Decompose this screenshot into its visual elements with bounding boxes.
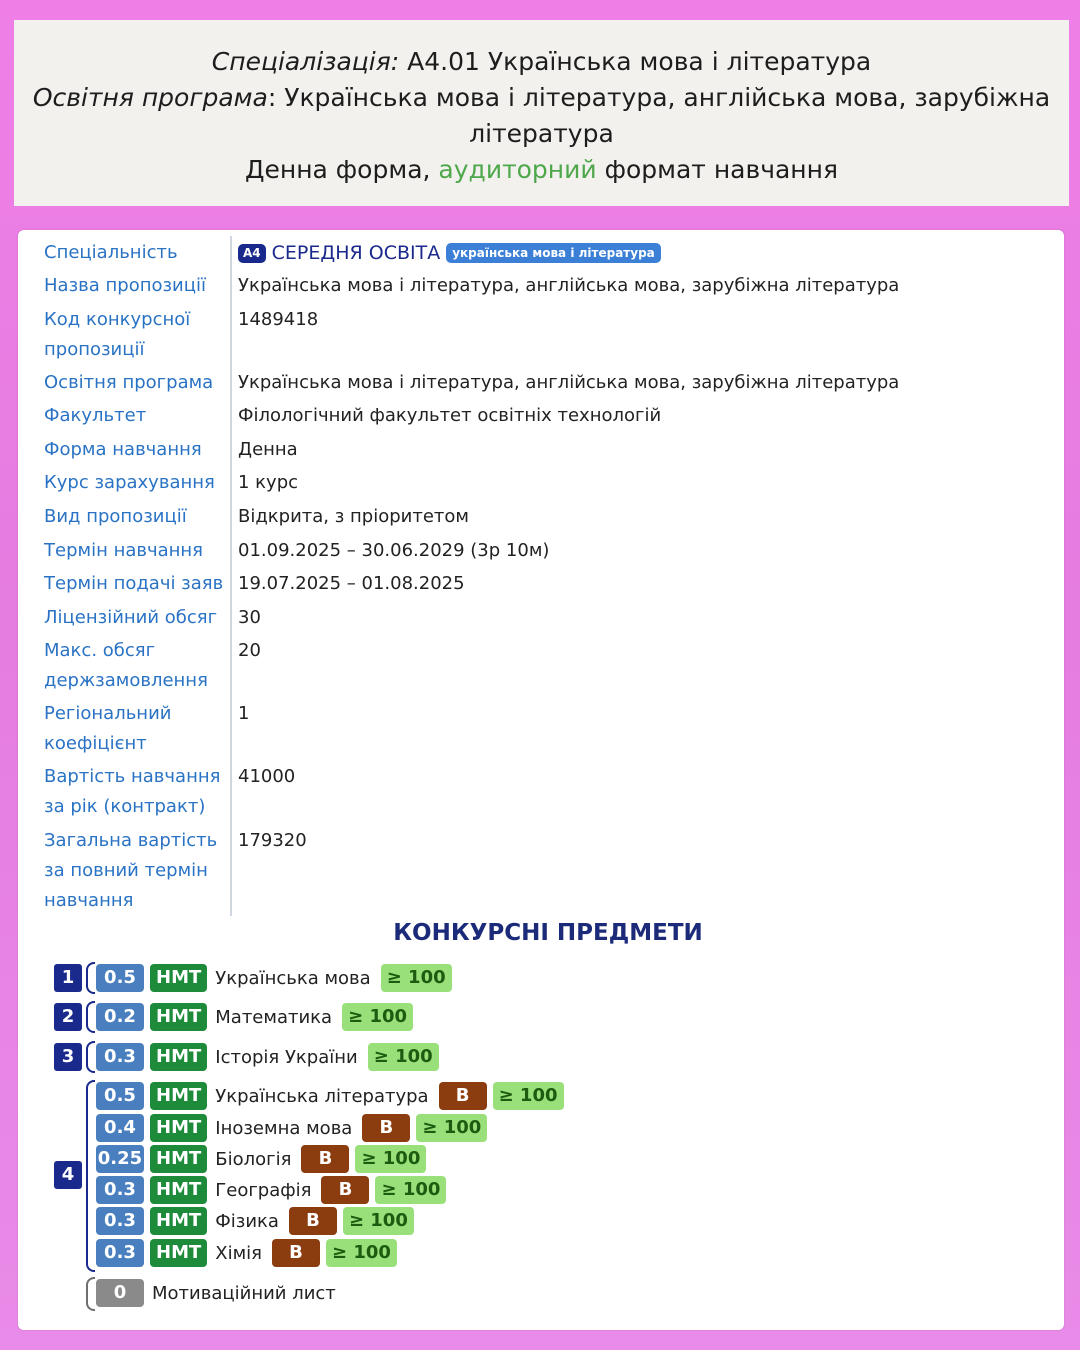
label-annual-cost: Вартість навчання за рік (контракт) bbox=[44, 766, 221, 817]
value-program: Українська мова і література, англійська мова, зарубіжна література bbox=[238, 372, 900, 393]
label-faculty: Факультет bbox=[44, 405, 147, 426]
value-license-volume: 30 bbox=[238, 607, 261, 628]
value-offer-type: Відкрита, з пріоритетом bbox=[238, 506, 470, 527]
specialization-tag: українська мова і література bbox=[446, 243, 661, 263]
subject-row-4-2 bbox=[96, 1114, 487, 1142]
value-regional-coefficient: 1 bbox=[238, 703, 250, 724]
motivation-bracket bbox=[86, 1277, 95, 1311]
specialty-code-badge: A4 bbox=[238, 244, 266, 263]
subject-name: Хімія bbox=[215, 1242, 263, 1264]
subject-group-bracket bbox=[86, 1080, 95, 1272]
label-specialty: Спеціальність bbox=[44, 242, 178, 263]
coefficient-badge: 0.5 bbox=[96, 964, 144, 992]
subject-row-4-5 bbox=[96, 1207, 414, 1235]
banner-line-form: Денна форма, аудиторний формат навчання bbox=[244, 155, 839, 184]
nmt-badge: НМТ bbox=[150, 1043, 207, 1071]
offer-card bbox=[18, 230, 1064, 1330]
motivation-row bbox=[96, 1279, 340, 1307]
label-max-state-order: Макс. обсяг держзамовлення bbox=[44, 640, 208, 691]
nmt-badge: НМТ bbox=[150, 1145, 207, 1173]
elective-badge: В bbox=[439, 1082, 487, 1110]
min-score-badge: ≥ 100 bbox=[342, 1003, 413, 1031]
label-study-form: Форма навчання bbox=[44, 439, 202, 460]
nmt-badge: НМТ bbox=[150, 1082, 207, 1110]
coefficient-badge: 0 bbox=[96, 1279, 144, 1307]
min-score-badge: ≥ 100 bbox=[375, 1176, 446, 1204]
value-max-state-order: 20 bbox=[238, 640, 261, 661]
subject-name: Іноземна мова bbox=[215, 1117, 353, 1139]
subject-row-3 bbox=[96, 1043, 439, 1071]
elective-badge: В bbox=[272, 1239, 320, 1267]
subject-number-4: 4 bbox=[54, 1161, 82, 1189]
subject-name: Мотиваційний лист bbox=[152, 1282, 336, 1304]
label-license-volume: Ліцензійний обсяг bbox=[44, 607, 218, 628]
coefficient-badge: 0.25 bbox=[96, 1145, 144, 1173]
specialty-name: СЕРЕДНЯ ОСВІТА bbox=[271, 242, 441, 264]
value-offer-name: Українська мова і література, англійська мова, зарубіжна література bbox=[238, 275, 900, 296]
banner-line-specialization: Спеціалізація: А4.01 Українська мова і література bbox=[211, 47, 872, 76]
nmt-badge: НМТ bbox=[150, 1176, 207, 1204]
elective-badge: В bbox=[289, 1207, 337, 1235]
subject-name: Біологія bbox=[215, 1148, 292, 1170]
subject-name: Математика bbox=[215, 1006, 333, 1028]
coefficient-badge: 0.3 bbox=[96, 1207, 144, 1235]
min-score-badge: ≥ 100 bbox=[368, 1043, 439, 1071]
subject-bracket bbox=[86, 1001, 95, 1033]
label-program: Освітня програма bbox=[44, 372, 214, 393]
min-score-badge: ≥ 100 bbox=[355, 1145, 426, 1173]
subject-number-1: 1 bbox=[54, 964, 82, 992]
value-annual-cost: 41000 bbox=[238, 766, 296, 787]
subject-name: Фізика bbox=[215, 1210, 279, 1232]
column-divider bbox=[230, 236, 232, 916]
value-offer-code: 1489418 bbox=[238, 309, 319, 330]
value-specialty bbox=[238, 238, 1038, 268]
subject-row-4-1 bbox=[96, 1082, 564, 1110]
coefficient-badge: 0.3 bbox=[96, 1176, 144, 1204]
banner-line-program: Освітня програма: Українська мова і література, англійська мова, зарубіжна література bbox=[32, 83, 1051, 148]
header-banner bbox=[14, 20, 1069, 206]
label-study-term: Термін навчання bbox=[44, 540, 204, 561]
label-total-cost: Загальна вартість за повний термін навчання bbox=[44, 830, 218, 911]
label-course: Курс зарахування bbox=[44, 472, 215, 493]
label-offer-type: Вид пропозиції bbox=[44, 506, 187, 527]
subject-name: Географія bbox=[215, 1179, 312, 1201]
value-faculty: Філологічний факультет освітніх технологій bbox=[238, 405, 662, 426]
value-course: 1 курс bbox=[238, 472, 299, 493]
min-score-badge: ≥ 100 bbox=[343, 1207, 414, 1235]
subjects-title: КОНКУРСНІ ПРЕДМЕТИ bbox=[393, 920, 703, 946]
coefficient-badge: 0.2 bbox=[96, 1003, 144, 1031]
subject-number-2: 2 bbox=[54, 1003, 82, 1031]
label-offer-name: Назва пропозиції bbox=[44, 275, 207, 296]
subject-name: Українська література bbox=[215, 1085, 429, 1107]
coefficient-badge: 0.5 bbox=[96, 1082, 144, 1110]
label-regional-coefficient: Регіональний коефіцієнт bbox=[44, 703, 172, 754]
subject-row-4-4 bbox=[96, 1176, 446, 1204]
subject-row-2 bbox=[96, 1003, 413, 1031]
elective-badge: В bbox=[301, 1145, 349, 1173]
subject-bracket bbox=[86, 1041, 95, 1073]
elective-badge: В bbox=[362, 1114, 410, 1142]
min-score-badge: ≥ 100 bbox=[416, 1114, 487, 1142]
value-study-term: 01.09.2025 – 30.06.2029 (3р 10м) bbox=[238, 540, 550, 561]
subject-name: Історія України bbox=[215, 1046, 358, 1068]
label-application-term: Термін подачі заяв bbox=[44, 573, 224, 594]
nmt-badge: НМТ bbox=[150, 1003, 207, 1031]
nmt-badge: НМТ bbox=[150, 1239, 207, 1267]
coefficient-badge: 0.3 bbox=[96, 1239, 144, 1267]
label-offer-code: Код конкурсної пропозиції bbox=[44, 309, 191, 360]
nmt-badge: НМТ bbox=[150, 964, 207, 992]
subject-name: Українська мова bbox=[215, 967, 371, 989]
min-score-badge: ≥ 100 bbox=[326, 1239, 397, 1267]
value-total-cost: 179320 bbox=[238, 830, 307, 851]
elective-badge: В bbox=[321, 1176, 369, 1204]
subject-number-3: 3 bbox=[54, 1043, 82, 1071]
coefficient-badge: 0.4 bbox=[96, 1114, 144, 1142]
min-score-badge: ≥ 100 bbox=[381, 964, 452, 992]
subject-row-4-3 bbox=[96, 1145, 426, 1173]
subject-row-4-6 bbox=[96, 1239, 397, 1267]
value-study-form: Денна bbox=[238, 439, 298, 460]
nmt-badge: НМТ bbox=[150, 1114, 207, 1142]
nmt-badge: НМТ bbox=[150, 1207, 207, 1235]
coefficient-badge: 0.3 bbox=[96, 1043, 144, 1071]
min-score-badge: ≥ 100 bbox=[493, 1082, 564, 1110]
subject-row-1 bbox=[96, 964, 452, 992]
subject-bracket bbox=[86, 962, 95, 994]
value-application-term: 19.07.2025 – 01.08.2025 bbox=[238, 573, 465, 594]
